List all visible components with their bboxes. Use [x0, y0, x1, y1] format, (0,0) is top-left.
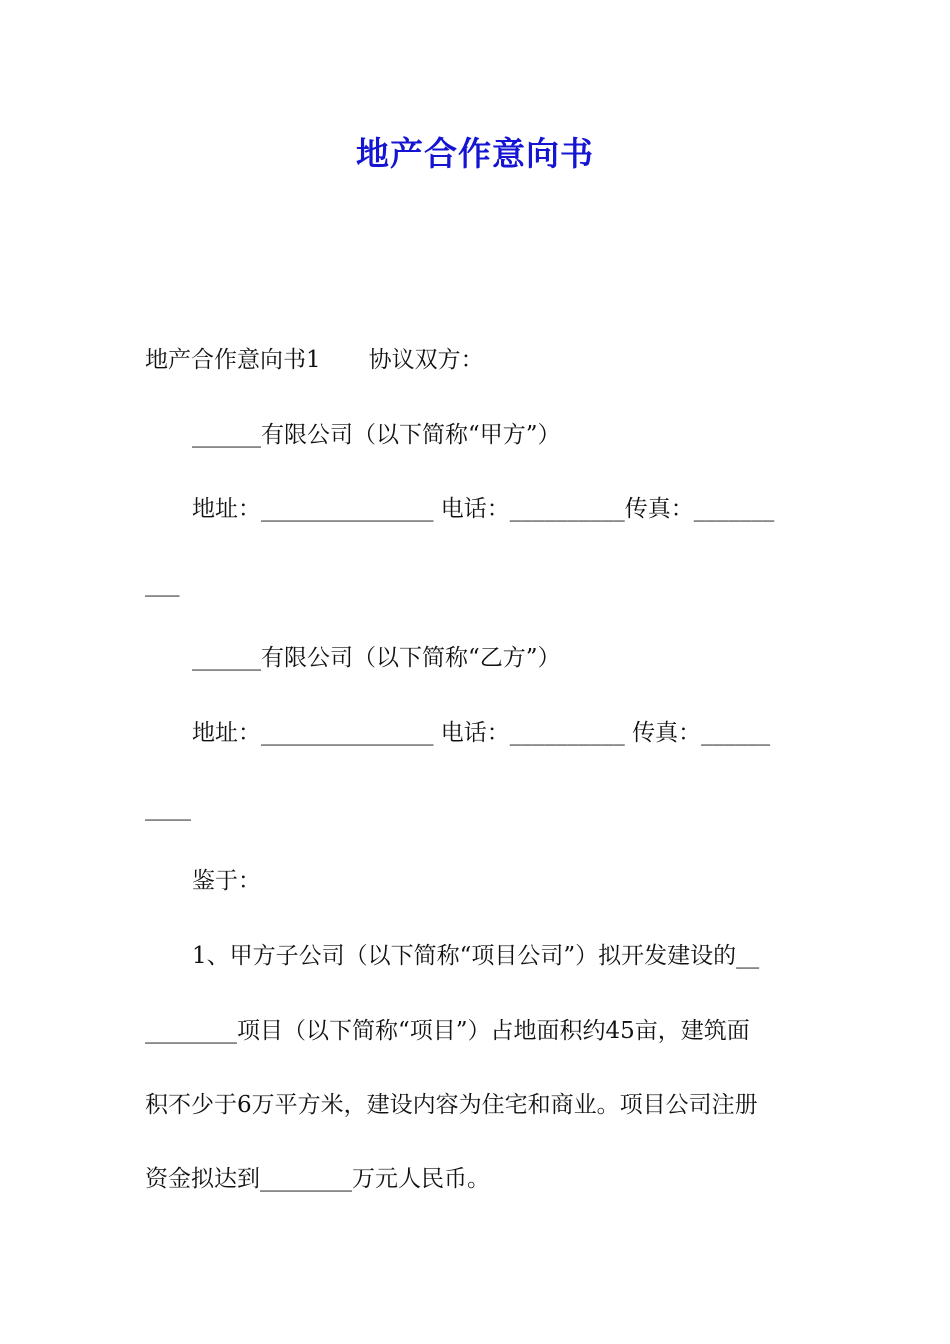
section-heading-row [145, 345, 484, 375]
clause-1-line-3: 积不少于6万平方米，建设内容为住宅和商业。项目公司注册 [145, 1092, 758, 1118]
party-a-contact: 地址：_______________ 电话：__________传真：_______ [192, 496, 775, 522]
party-a-contact-wrap: ___ [145, 571, 180, 597]
parties-label: 协议双方： [368, 347, 484, 373]
clause-1-line-4: 资金拟达到________万元人民币。 [145, 1166, 490, 1192]
clause-1-line-2: ________项目（以下简称“项目”）占地面积约45亩，建筑面 [145, 1018, 750, 1044]
document-title: 地产合作意向书 [356, 134, 594, 173]
party-b-line: ______有限公司（以下简称“乙方”） [192, 645, 561, 671]
party-b-contact-wrap: ____ [145, 795, 191, 821]
clause-1-line-1: 1、甲方子公司（以下简称“项目公司”）拟开发建设的__ [192, 943, 760, 969]
party-b-contact: 地址：_______________ 电话：__________ 传真：______ [192, 720, 771, 746]
whereas-label: 鉴于： [192, 868, 261, 894]
section-heading: 地产合作意向书1 [145, 347, 321, 373]
party-a-line: ______有限公司（以下简称“甲方”） [192, 422, 561, 448]
